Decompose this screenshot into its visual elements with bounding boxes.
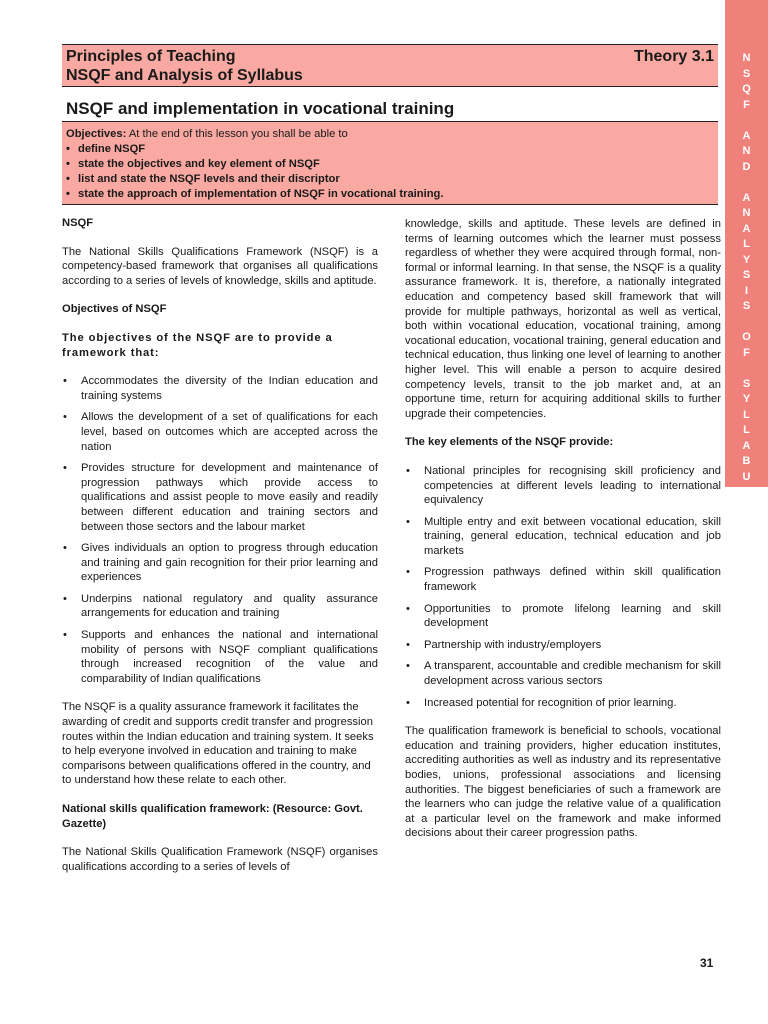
side-tab-letter: F [743, 346, 750, 359]
side-tab-letter: S [742, 269, 751, 281]
side-tab-letter [745, 361, 748, 377]
objectives-list [62, 374, 378, 686]
page-header [62, 44, 718, 87]
objective-item: • state the approach of implementation of NSQF in vocational training. [66, 187, 714, 202]
paragraph: The National Skills Qualifications Framework (NSQF) is a competency-based framework that organises all qualifications according to a series of levels of knowledge, skills and aptitude. [62, 245, 378, 287]
list-item: • National principles for recognising skill proficiency and competencies at different levels leading to international equivalency [405, 464, 721, 508]
side-tab-letter: Q [742, 83, 751, 95]
side-tab-letter: U [742, 470, 751, 483]
side-tab-letter: A [742, 191, 751, 204]
paragraph: The National Skills Qualification Framework (NSQF) organises qualifications according to a series of levels of [62, 846, 378, 873]
side-tab-letter: S [742, 486, 751, 498]
list-item: • Allows the development of a set of qualifications for each level, based on outcomes which are accepted across the nation [62, 410, 378, 454]
objective-item: • list and state the NSQF levels and their discriptor [66, 172, 714, 187]
side-tab-letter: L [743, 408, 750, 421]
side-tab-letter [745, 315, 748, 331]
list-item: • Supports and enhances the national and international mobility of persons with NSQF compliant qualifications through increased recognition of the value and comparability of Indian qualifications [62, 628, 378, 686]
list-item: • Progression pathways defined within skill qualification framework [405, 565, 721, 594]
list-item: • A transparent, accountable and credible mechanism for skill development across various sectors [405, 659, 721, 688]
side-tab-letter: S [742, 377, 751, 390]
page-number: 31 [700, 956, 714, 970]
side-tab-letter: A [742, 222, 751, 235]
objective-item: • define NSQF [66, 142, 714, 157]
paragraph: knowledge, skills and aptitude. These levels are defined in terms of learning outcomes which the learner must possess regardless of whether they were acquired through formal, non-formal or informal learning. In that sense, the NSQF is a quality assurance framework. It is, therefore, a nationally integrated education and competency based skill framework that will provide for multiple pathways, horizontal as well as vertical, both within vocational education, vocational training, among vocational education, vocational training, general education and technical education, thus linking one level of learning to another higher level. This will enable a person to acquire desired competency levels, transit to the job market and, at an opportune time, return for acquiring additional skills to further upgrade their competencies. [405, 218, 721, 420]
side-tab-letter: I [744, 284, 749, 297]
heading-objectives-provide: The objectives of the NSQF are to provide a framework that: [62, 331, 333, 359]
objectives-label: Objectives: [66, 128, 127, 140]
side-tab-letters [725, 51, 768, 501]
list-item: • Gives individuals an option to progress through education and training and gain recognition for their prior learning and experiences [62, 541, 378, 585]
header-titles [66, 47, 303, 85]
side-tab [725, 0, 768, 498]
left-column [62, 216, 378, 888]
side-tab-letter: Y [742, 253, 751, 266]
objective-item: • state the objectives and key element of NSQF [66, 157, 714, 172]
side-tab-letter: Y [742, 393, 751, 405]
list-item: • Multiple entry and exit between vocational education, skill training, general education, technical education and job markets [405, 515, 721, 559]
objectives-intro [66, 127, 714, 142]
side-tab-letter: N [742, 207, 751, 219]
header-title-line1: Principles of Teaching [66, 48, 236, 65]
side-tab-letter: S [742, 300, 751, 312]
key-elements-list [405, 464, 721, 710]
paragraph: The NSQF is a quality assurance framework it facilitates the awarding of credit and supports credit transfer and progression routes within the Indian education and training system. It seeks to help everyone involved in education and training to make comparisons between qualifications offered in the country, and to understand how these relate to each other. [62, 701, 374, 787]
heading-nsqf: NSQF [62, 217, 94, 229]
side-tab-letter [745, 175, 748, 191]
objectives-box [62, 121, 718, 205]
right-column [405, 217, 721, 855]
list-item: • Opportunities to promote lifelong learning and skill development [405, 602, 721, 631]
side-tab-letter: D [742, 160, 751, 173]
side-tab-letter: A [742, 129, 751, 142]
side-tab-letter: O [742, 331, 751, 343]
side-tab-letter: A [742, 439, 751, 452]
side-tab-letter: S [742, 67, 751, 80]
objectives-intro-text: At the end of this lesson you shall be able to [126, 128, 348, 140]
list-item: • Underpins national regulatory and quality assurance arrangements for education and training [62, 592, 378, 621]
side-tab-letter: L [743, 238, 750, 250]
side-tab-letter: L [743, 424, 750, 436]
list-item: • Provides structure for development and maintenance of progression pathways which provide access to qualifications and assist people to move easily and readily between different education and training sectors and between those sectors and the labour market [62, 461, 378, 534]
heading-key-elements: The key elements of the NSQF provide: [405, 436, 614, 449]
section-title: NSQF and implementation in vocational training [66, 99, 455, 118]
side-tab-letter: F [743, 98, 750, 111]
header-title-line2: NSQF and Analysis of Syllabus [66, 67, 303, 84]
side-tab-letter: N [742, 52, 751, 64]
heading-gazette: National skills qualification framework: (Resource: Govt. Gazette) [62, 803, 363, 830]
list-item: • Partnership with industry/employers [405, 638, 721, 653]
list-item: • Accommodates the diversity of the Indian education and training systems [62, 374, 378, 403]
side-tab-letter: B [742, 455, 751, 467]
side-tab-letter [745, 113, 748, 129]
list-item: • Increased potential for recognition of prior learning. [405, 696, 721, 711]
theory-label: Theory 3.1 [633, 48, 714, 65]
paragraph: The qualification framework is beneficial to schools, vocational education and training providers, higher education institutes, accrediting authorities as well as industry and its representative bodies, unions, professional associations and licensing authorities. The biggest beneficiaries of such a framework are the learners who can judge the relative value of a qualification at a particular level on the framework and make informed decisions about their career progression paths. [405, 725, 721, 840]
heading-objectives-of-nsqf: Objectives of NSQF [62, 303, 167, 316]
side-tab-letter: N [742, 145, 751, 157]
